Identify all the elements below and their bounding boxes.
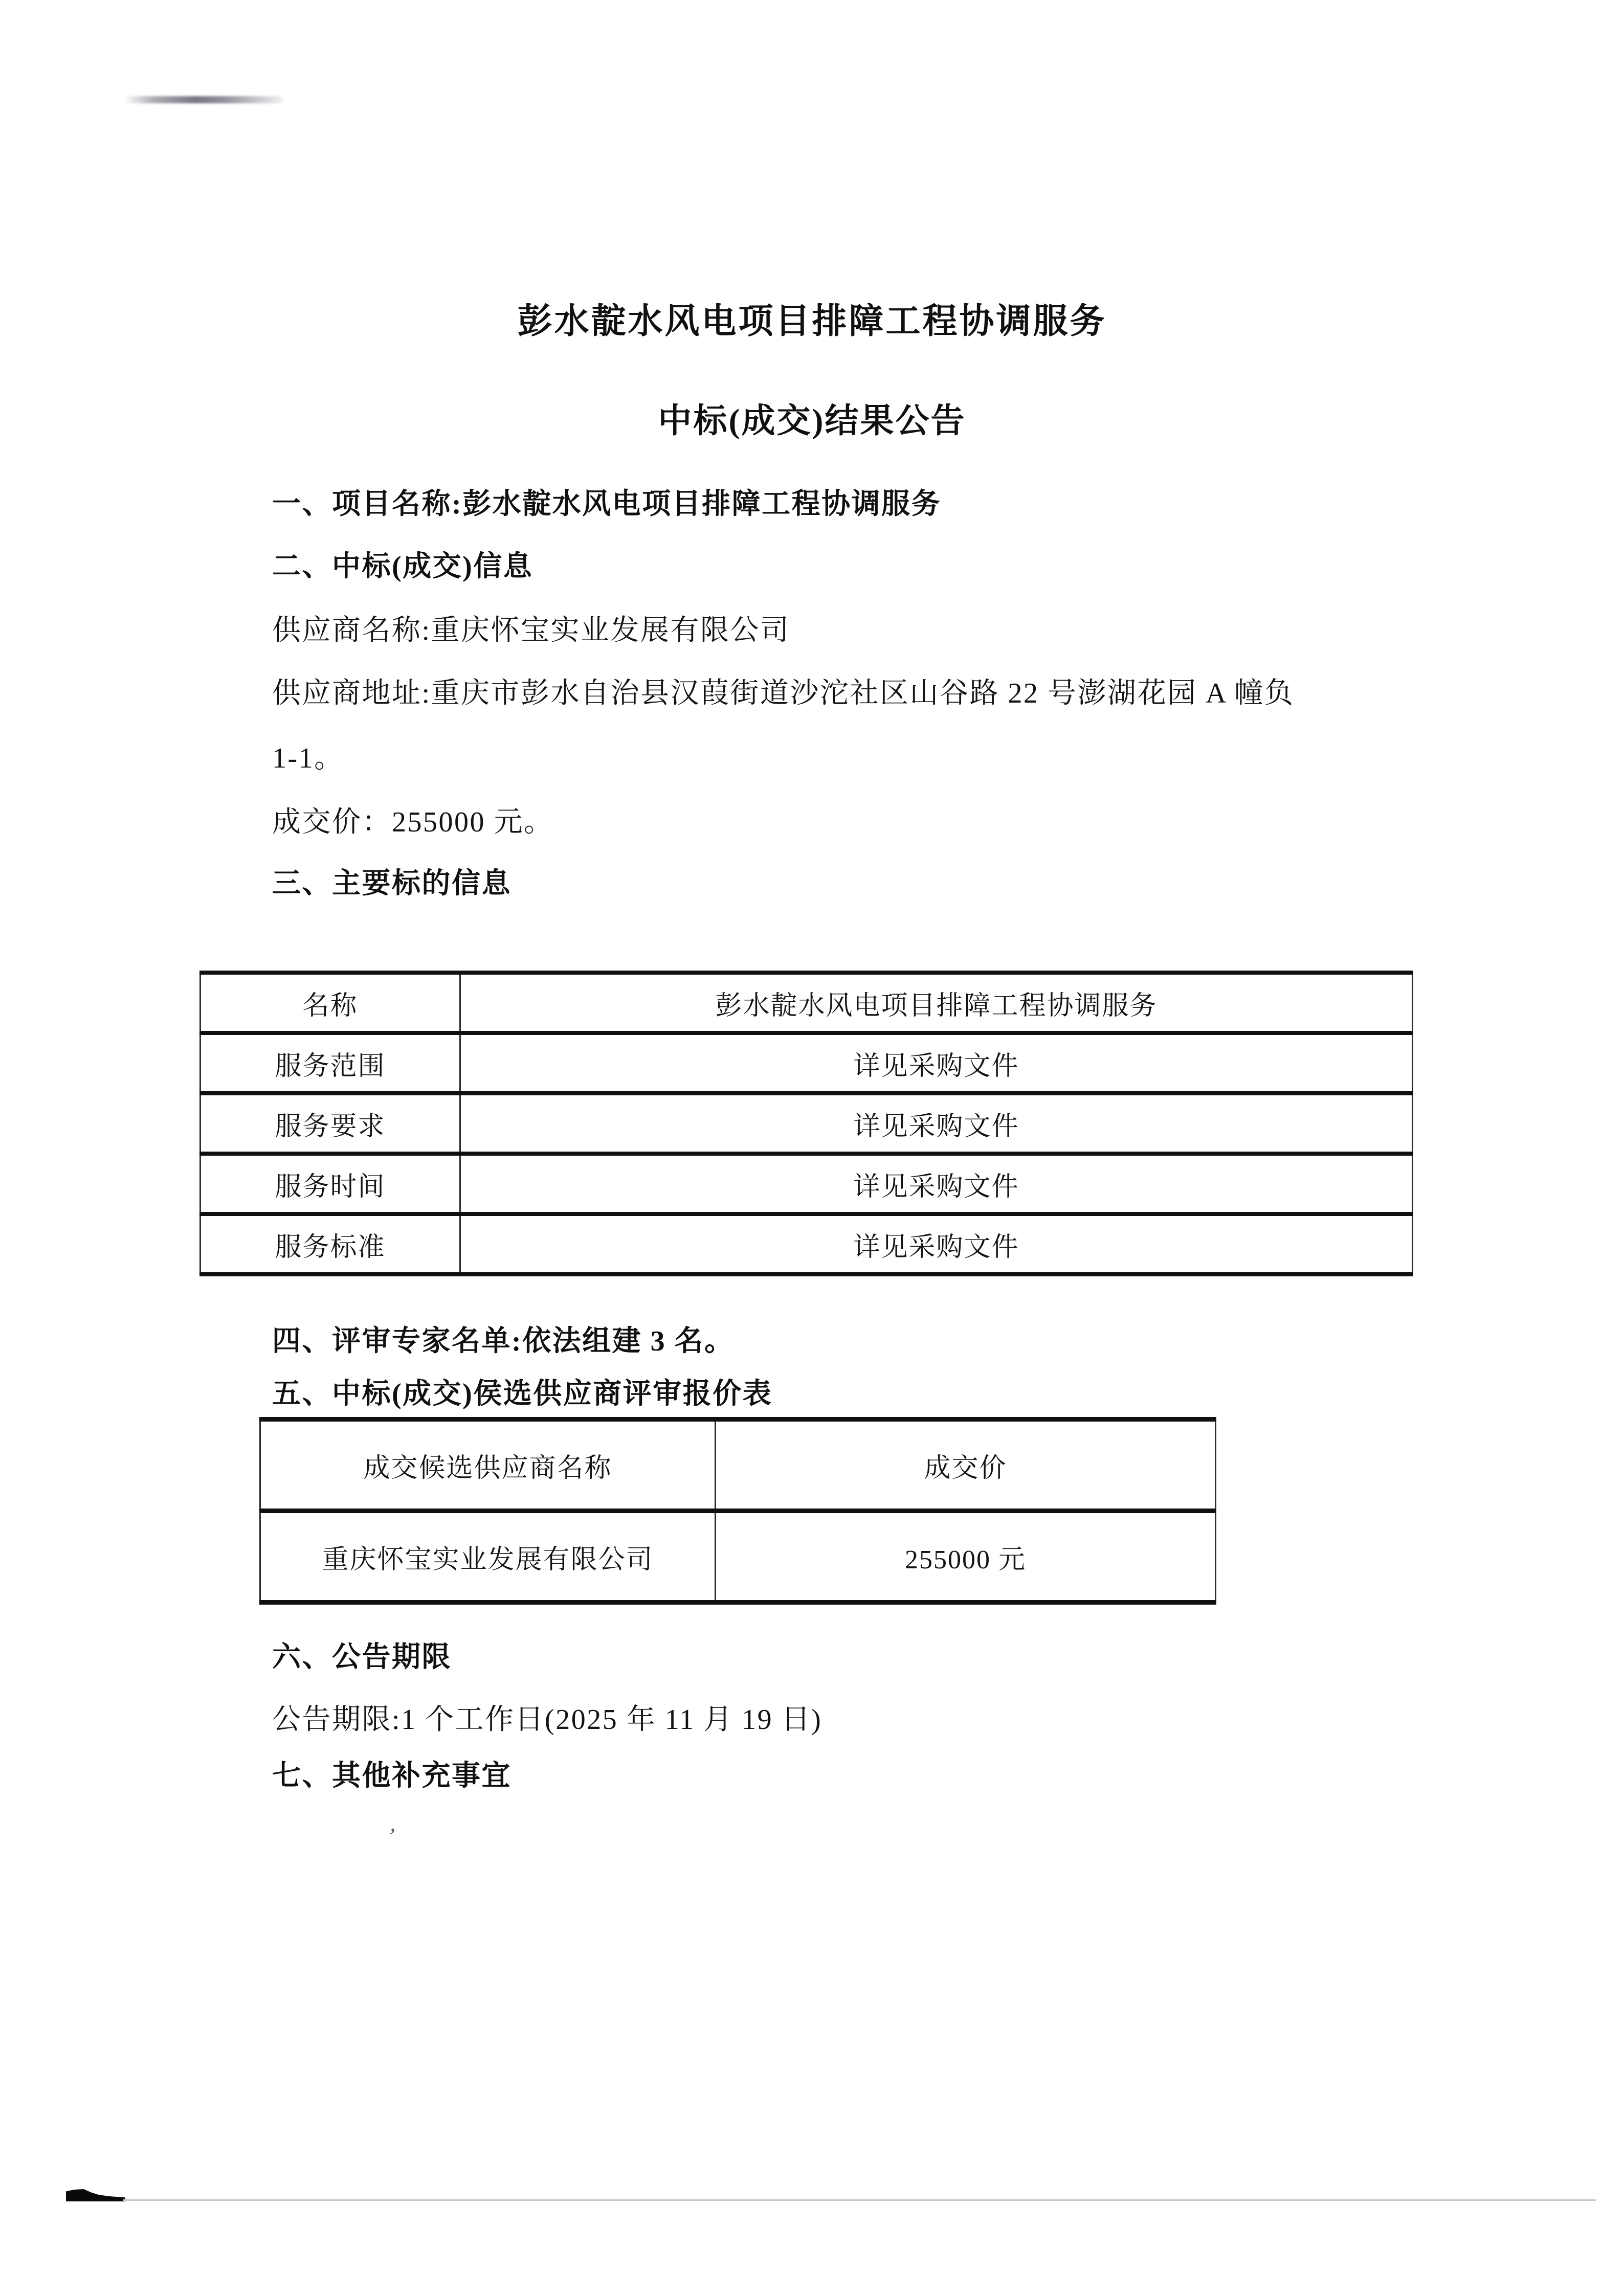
document-subtitle: 中标(成交)结果公告 bbox=[658, 402, 966, 440]
table-row bbox=[260, 1511, 1216, 1603]
scan-artifact-bottom-blob bbox=[66, 2189, 125, 2201]
row-label: 服务范围 bbox=[201, 1033, 460, 1093]
row-label: 服务标准 bbox=[201, 1214, 460, 1274]
section-3-subject-info: 三、主要标的信息 bbox=[272, 868, 511, 899]
document-title: 彭水靛水风电项目排障工程协调服务 bbox=[517, 302, 1107, 341]
scan-artifact-top-smudge bbox=[124, 96, 283, 103]
notice-period-line: 公告期限:1 个工作日(2025 年 11 月 19 日) bbox=[272, 1704, 822, 1736]
row-value: 彭水靛水风电项目排障工程协调服务 bbox=[460, 973, 1413, 1033]
section-5-candidate-table-title: 五、中标(成交)侯选供应商评审报价表 bbox=[272, 1378, 773, 1410]
column-header-price: 成交价 bbox=[716, 1420, 1216, 1511]
row-value: 详见采购文件 bbox=[460, 1093, 1413, 1154]
table-row bbox=[201, 1093, 1413, 1154]
section-4-expert-list: 四、评审专家名单:依法组建 3 名。 bbox=[272, 1325, 735, 1357]
section-1-project-name: 一、项目名称:彭水靛水风电项目排障工程协调服务 bbox=[272, 488, 942, 520]
deal-price-line: 成交价：255000 元。 bbox=[272, 806, 554, 838]
supplier-address-line-1: 供应商地址:重庆市彭水自治县汉葭街道沙沱社区山谷路 22 号澎湖花园 A 幢负 bbox=[272, 678, 1295, 709]
table-row bbox=[201, 973, 1413, 1033]
section-6-notice-period: 六、公告期限 bbox=[272, 1641, 452, 1673]
subject-info-table bbox=[199, 971, 1413, 1276]
candidate-quote-table bbox=[259, 1417, 1216, 1605]
section-2-award-info: 二、中标(成交)信息 bbox=[272, 551, 533, 582]
row-value: 详见采购文件 bbox=[460, 1154, 1413, 1214]
row-value: 详见采购文件 bbox=[460, 1214, 1413, 1274]
table-row bbox=[201, 1033, 1413, 1093]
row-label: 服务时间 bbox=[201, 1154, 460, 1214]
row-label: 服务要求 bbox=[201, 1093, 460, 1154]
column-header-supplier: 成交候选供应商名称 bbox=[260, 1420, 716, 1511]
table-row bbox=[201, 1154, 1413, 1214]
table-row bbox=[201, 1214, 1413, 1274]
supplier-address-line-2: 1-1。 bbox=[272, 742, 344, 774]
scan-artifact-stray-mark: ’ bbox=[384, 1822, 398, 1850]
candidate-price: 255000 元 bbox=[716, 1511, 1216, 1603]
supplier-name-line: 供应商名称:重庆怀宝实业发展有限公司 bbox=[272, 615, 790, 646]
table-header-row bbox=[260, 1420, 1216, 1511]
section-7-other-matters: 七、其他补充事宜 bbox=[272, 1760, 511, 1792]
candidate-supplier-name: 重庆怀宝实业发展有限公司 bbox=[260, 1511, 716, 1603]
row-label: 名称 bbox=[201, 973, 460, 1033]
row-value: 详见采购文件 bbox=[460, 1033, 1413, 1093]
scan-artifact-bottom-line bbox=[123, 2199, 1596, 2201]
